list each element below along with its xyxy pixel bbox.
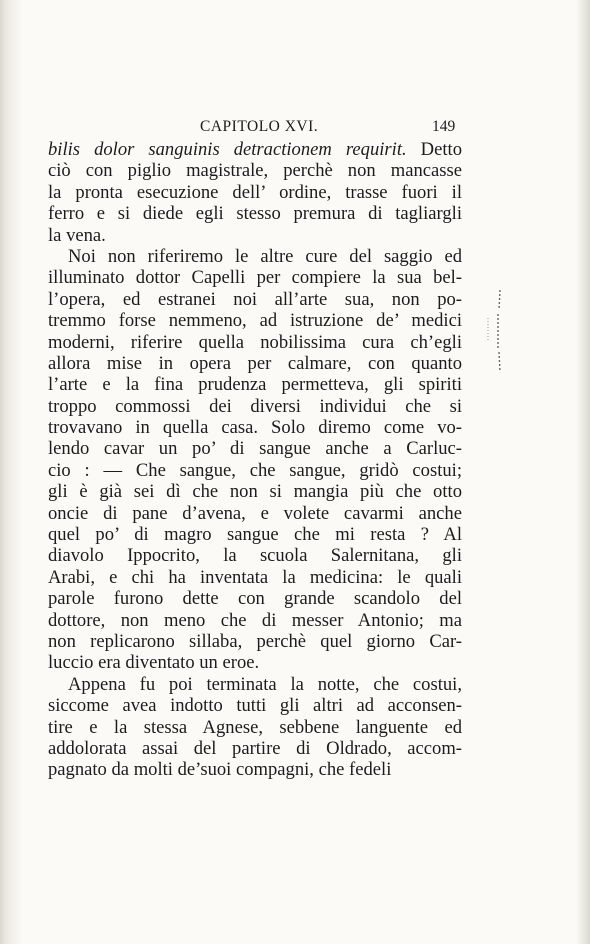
text-line (48, 567, 462, 588)
line-text: trovavano in quella casa. Solo diremo come vo- (48, 417, 462, 439)
text-line (48, 310, 462, 331)
line-text: lendo cavar un po’ di sangue anche a Carluc- (48, 438, 462, 460)
chapter-title: CAPITOLO XVI. (200, 118, 319, 135)
page-edge-shadow (576, 0, 590, 944)
body-text (48, 139, 462, 781)
text-line (48, 631, 462, 652)
line-text: siccome avea indotto tutti gli altri ad acconsen- (48, 695, 462, 717)
text-line (48, 717, 462, 738)
text-line (48, 267, 462, 288)
text-line (48, 438, 462, 459)
text-line (48, 139, 462, 160)
line-text: gli è già sei dì che non si mangia più che otto (48, 481, 462, 503)
text-line (48, 289, 462, 310)
text-line (48, 374, 462, 395)
text-line (48, 610, 462, 631)
line-text: diavolo Ippocrito, la scuola Salernitana, gli (48, 545, 462, 567)
line-text: tremmo forse nemmeno, ad istruzione de’ medici (48, 310, 462, 332)
margin-pencil-marks (480, 288, 520, 378)
text-line (48, 545, 462, 566)
line-text: illuminato dottor Capelli per compiere la sua bel- (48, 267, 462, 289)
line-text: dottore, non meno che di messer Antonio; ma (48, 609, 462, 631)
line-text: Detto (406, 139, 462, 160)
line-text: l’opera, ed estranei noi all’arte sua, non po- (48, 288, 462, 310)
line-text: quel po’ di magro sangue che mi resta ? Al (48, 524, 462, 546)
line-text: tire e la stessa Agnese, sebbene languente ed (48, 716, 462, 738)
text-line (48, 524, 462, 545)
line-text: troppo commossi dei diversi individui che si (48, 395, 462, 417)
running-head (0, 118, 590, 140)
line-text: allora mise in opera per calmare, con quanto (48, 352, 462, 374)
text-line (48, 674, 462, 695)
page-gutter-shadow (0, 0, 22, 944)
text-line (48, 460, 462, 481)
text-line (48, 759, 462, 780)
line-text: la vena. (48, 224, 106, 246)
line-text: la pronta esecuzione dell’ ordine, trasse fuori il (48, 181, 462, 203)
text-line (48, 503, 462, 524)
line-text: l’arte e la fina prudenza permetteva, gli spiriti (48, 374, 462, 396)
line-text: cio : — Che sangue, che sangue, gridò costui; (48, 459, 462, 481)
line-text: pagnato da molti de’suoi compagni, che fedeli (48, 759, 392, 781)
text-line (48, 332, 462, 353)
line-text: addolorata assai del partire di Oldrado, accom- (48, 737, 462, 759)
text-line (48, 225, 462, 246)
line-text: non replicarono sillaba, perchè quel giorno Car- (48, 630, 462, 652)
line-text: Arabi, e chi ha inventata la medicina: le quali (48, 566, 462, 588)
text-line (48, 417, 462, 438)
line-text: oncie di pane d’avena, e volete cavarmi anche (48, 502, 462, 524)
text-line (48, 652, 462, 673)
text-line (48, 396, 462, 417)
line-text: ciò con piglio magistrale, perchè non mancasse (48, 160, 462, 182)
line-text: luccio era diventato un eroe. (48, 652, 260, 674)
text-line (48, 481, 462, 502)
line-text: parole furono dette con grande scandolo del (48, 588, 462, 610)
text-line (48, 182, 462, 203)
text-line (48, 738, 462, 759)
text-line (48, 203, 462, 224)
text-line (48, 353, 462, 374)
line-text: ferro e si diede egli stesso premura di tagliargli (48, 203, 462, 225)
text-line (48, 695, 462, 716)
line-text: moderni, riferire quella nobilissima cura ch’egli (48, 331, 462, 353)
latin-phrase: bilis dolor sanguinis detractionem requirit. (48, 139, 407, 160)
text-line (48, 246, 462, 267)
line-text: Appena fu poi terminata la notte, che costui, (68, 673, 462, 695)
text-line (48, 160, 462, 181)
page-number: 149 (432, 118, 456, 135)
text-line (48, 588, 462, 609)
line-text: Noi non riferiremo le altre cure del saggio ed (68, 245, 462, 267)
